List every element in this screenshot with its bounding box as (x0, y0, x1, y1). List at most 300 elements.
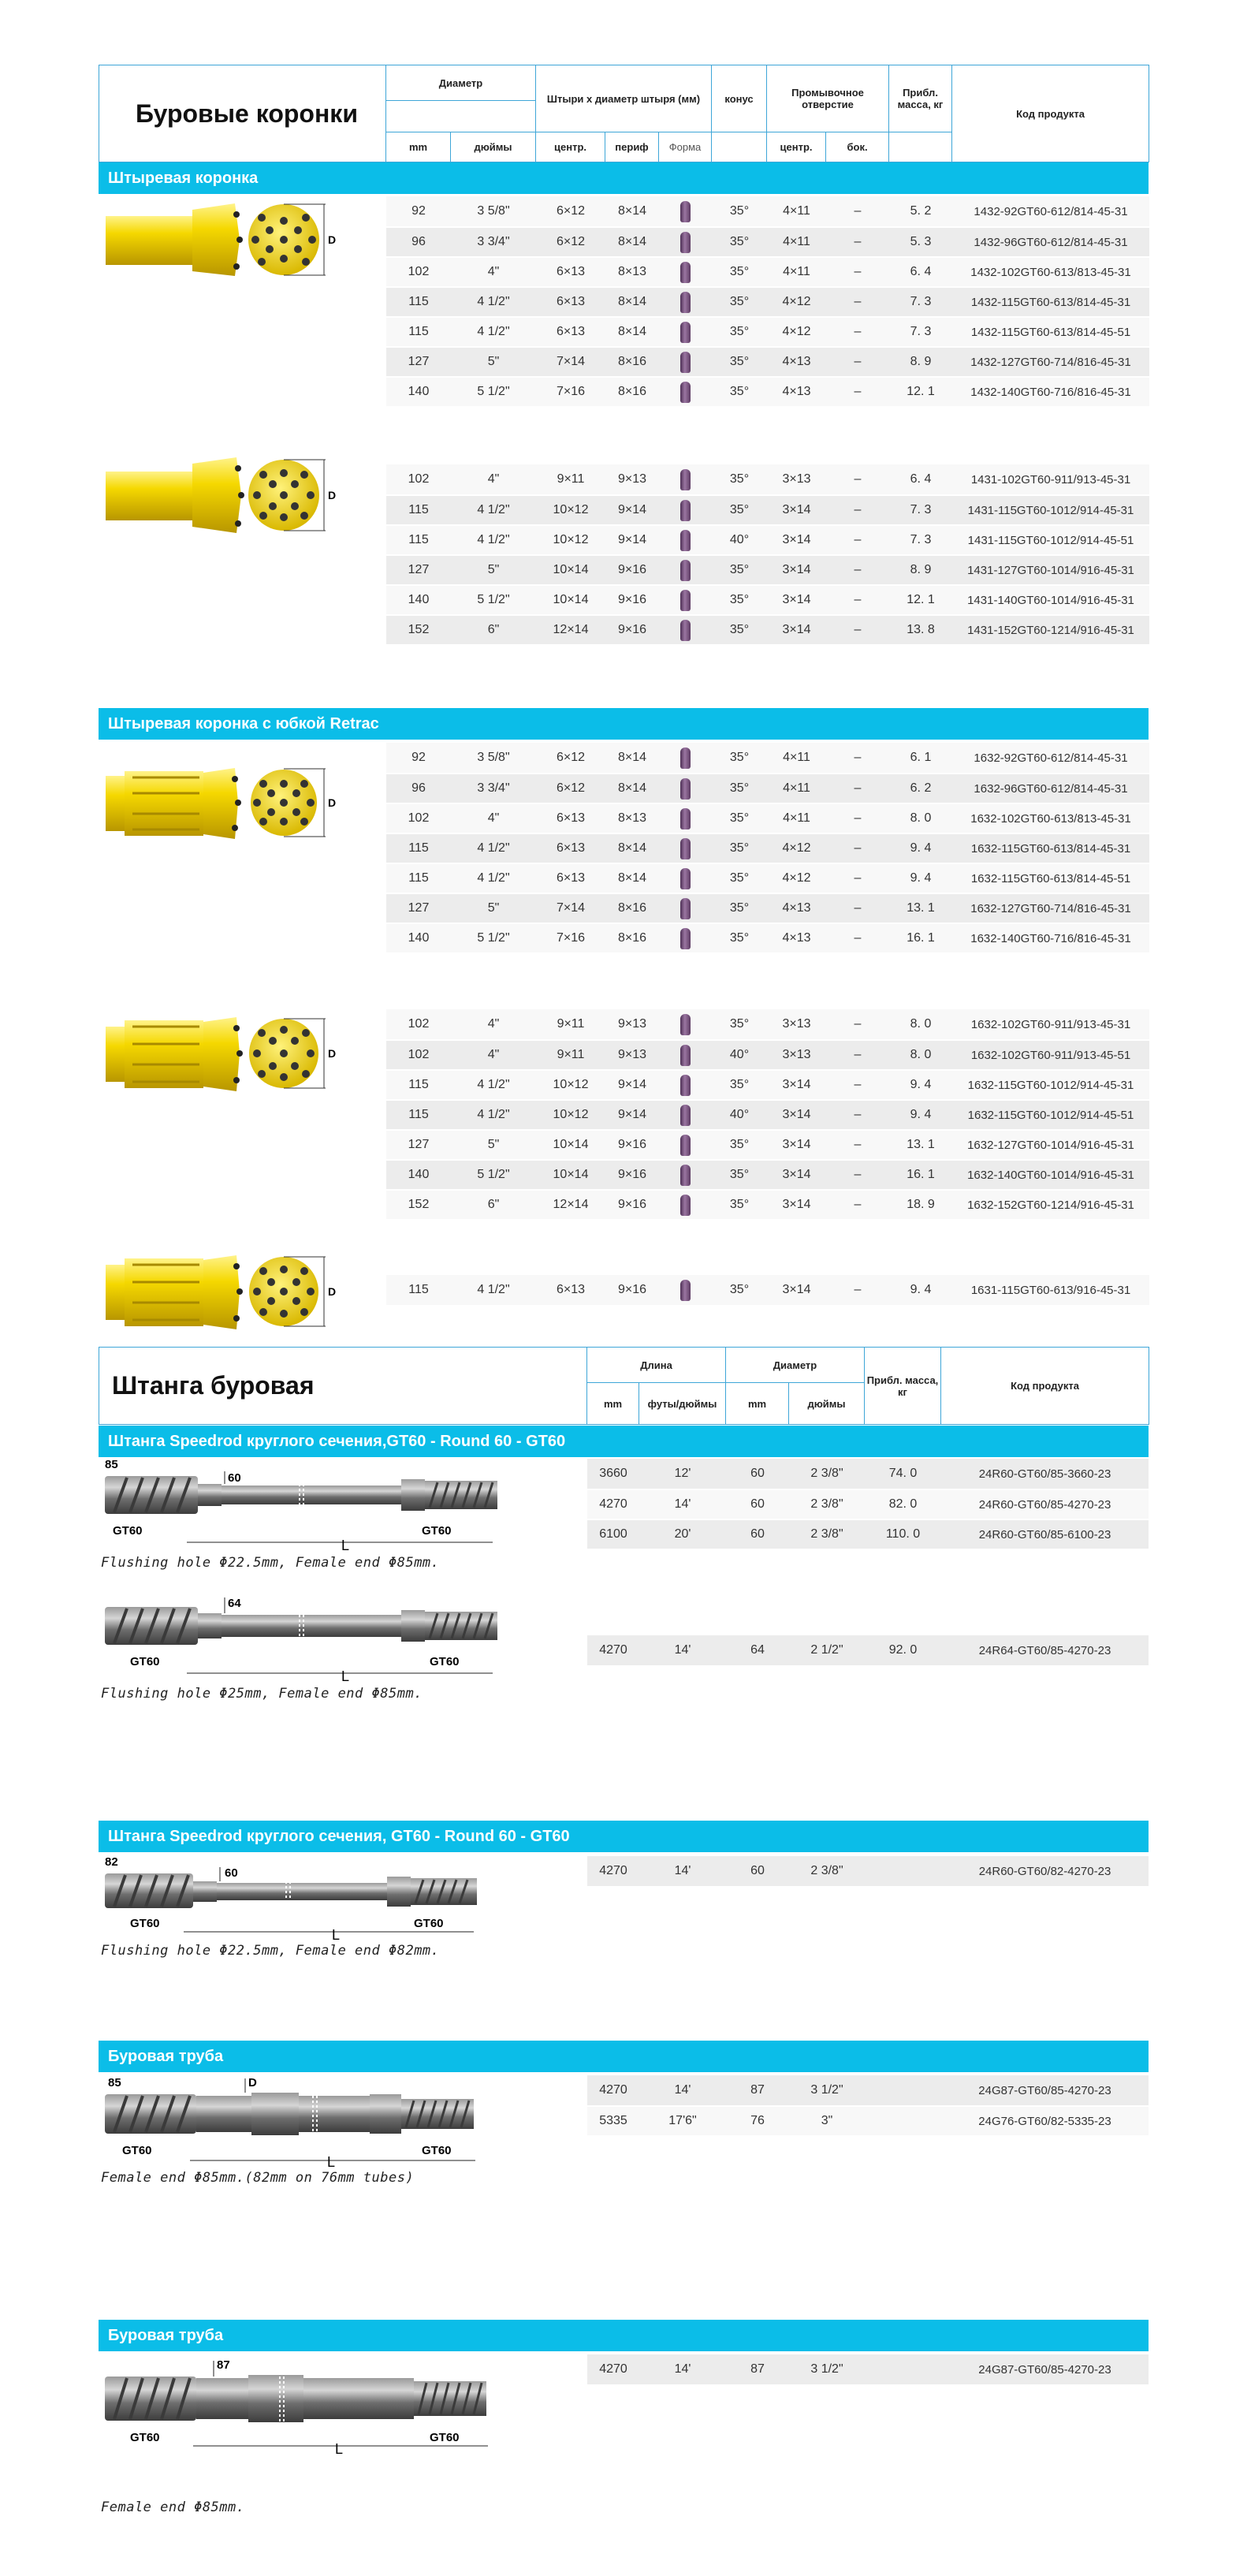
cell-cone: 35° (729, 563, 750, 576)
cell-code: 24G87-GT60/85-4270-23 (978, 2362, 1111, 2377)
cell-weight: 12. 1 (907, 385, 935, 398)
cell-center: 6×13 (556, 295, 586, 308)
gt60-label: GT60 (130, 1917, 160, 1930)
cell-code: 1632-115GT60-613/814-45-31 (970, 841, 1131, 856)
hdr-diameter: Диаметр (386, 65, 536, 101)
table-row (386, 1129, 1149, 1159)
bits-header (99, 65, 1149, 162)
cell-mm: 115 (408, 295, 429, 308)
cell-form (659, 262, 712, 283)
table-row (386, 773, 1149, 803)
tube-drawing-2 (99, 2358, 508, 2455)
cell-weight: 5. 2 (910, 204, 932, 218)
cell-center: 10×12 (553, 1108, 589, 1121)
cell-inches: 5 1/2" (477, 593, 510, 606)
button-shape-icon (680, 747, 691, 769)
cell-mm: 140 (408, 1168, 430, 1181)
cell-form (659, 1135, 712, 1156)
cell-periph: 9×16 (617, 563, 647, 576)
cell-fl-center: 4×11 (783, 265, 810, 278)
cell-form (659, 322, 712, 343)
cell-form (659, 1165, 712, 1186)
cell-code: 24R60-GT60/85-4270-23 (978, 1497, 1111, 1512)
cell-fl-center: 4×12 (782, 841, 811, 855)
tube-note-1: Female end Φ85mm.(82mm on 76mm tubes) (101, 2170, 415, 2186)
table-row (386, 286, 1149, 316)
cell-weight: 5. 3 (910, 235, 932, 248)
cell-center: 6×12 (556, 781, 586, 795)
gt60-label: GT60 (113, 1524, 143, 1538)
table-row (386, 1009, 1149, 1039)
cell-mm: 140 (408, 385, 430, 398)
cell-center: 6×12 (556, 235, 586, 248)
cell-fl-side: – (854, 751, 862, 764)
cell-center: 10×14 (553, 593, 589, 606)
table-row (386, 1099, 1149, 1129)
cell-center: 6×13 (556, 871, 586, 885)
cell-code: 1632-92GT60-612/814-45-31 (974, 751, 1128, 765)
cell-fl-side: – (854, 811, 862, 825)
cell-code: 1432-140GT60-716/816-45-31 (970, 385, 1131, 399)
cell-cone: 35° (729, 472, 750, 486)
cell-form (659, 898, 712, 919)
cell-weight: 7. 3 (910, 503, 932, 516)
tube-drawing-1 (99, 2075, 508, 2168)
cell-periph: 8×14 (617, 204, 647, 218)
cell-weight: 12. 1 (907, 593, 935, 606)
cell-fl-center: 3×14 (782, 1198, 811, 1211)
cell-inches: 4 1/2" (477, 295, 510, 308)
cell-code: 1632-152GT60-1214/916-45-31 (967, 1198, 1134, 1212)
rod-end-label: 82 (105, 1855, 118, 1869)
cell-center: 10×14 (553, 563, 589, 576)
cell-cone: 35° (729, 623, 750, 636)
cell-fl-center: 4×13 (782, 355, 811, 368)
rods-group-4 (587, 2075, 1149, 2135)
cell-inches: 5" (487, 563, 500, 576)
cell-center: 12×14 (553, 1198, 589, 1211)
rod-drawing-2 (99, 1588, 508, 1684)
cell-center: 6×13 (556, 1283, 586, 1296)
cell-form (659, 1195, 712, 1216)
cell-periph: 9×14 (617, 503, 647, 516)
cell-fl-side: – (854, 841, 862, 855)
section-tube-1: Буровая труба (99, 2041, 1149, 2072)
cell-form (659, 530, 712, 551)
button-shape-icon (680, 500, 691, 521)
cell-cone: 35° (729, 931, 750, 945)
cell-fl-side: – (854, 1017, 862, 1031)
rods-hdr-feet: футы/дюймы (639, 1383, 726, 1425)
rods-hdr-code: Код продукта (941, 1348, 1149, 1425)
d-label: D (328, 489, 337, 501)
cell-code: 1432-115GT60-613/814-45-31 (970, 295, 1131, 309)
cell-length-ft: 14' (674, 1497, 691, 1511)
cell-weight: 7. 3 (910, 295, 932, 308)
button-shape-icon (680, 292, 691, 313)
cell-periph: 9×14 (617, 533, 647, 546)
button-shape-icon (680, 808, 691, 829)
cell-length-mm: 5335 (599, 2114, 627, 2127)
hdr-cone: конус (712, 65, 767, 132)
hdr-flushing: Промывочное отверстие (767, 65, 889, 132)
rods-hdr-weight: Прибл. масса, кг (865, 1348, 941, 1425)
section-tube-2: Буровая труба (99, 2320, 1149, 2351)
cell-inches: 5" (487, 1138, 500, 1151)
cell-inches: 5" (487, 355, 500, 368)
cell-inches: 4" (487, 1017, 500, 1031)
tube-note-2: Female end Φ85mm. (101, 2500, 245, 2515)
cell-dia-in: 3" (821, 2114, 833, 2127)
cell-periph: 9×14 (617, 1078, 647, 1091)
cell-center: 9×11 (557, 1048, 585, 1061)
cell-form (659, 1075, 712, 1096)
cell-center: 7×14 (556, 901, 586, 915)
cell-code: 1632-140GT60-1014/916-45-31 (967, 1168, 1134, 1182)
cell-form (659, 382, 712, 403)
d-label: D (328, 796, 337, 809)
cell-code: 24R60-GT60/85-3660-23 (978, 1467, 1111, 1481)
table-row (386, 1039, 1149, 1069)
cell-inches: 3 3/4" (477, 781, 510, 795)
cell-inches: 6" (487, 1198, 500, 1211)
table-row (386, 863, 1149, 893)
cell-periph: 9×16 (617, 623, 647, 636)
cell-center: 6×13 (556, 811, 586, 825)
cell-code: 1632-115GT60-1012/914-45-51 (967, 1108, 1134, 1122)
table-row (386, 1189, 1149, 1219)
button-bit-drawing-2 (101, 454, 337, 537)
cell-code: 1432-96GT60-612/814-45-31 (974, 235, 1128, 249)
bits-title: Буровые коронки (99, 65, 386, 162)
cell-mm: 152 (408, 1198, 430, 1211)
cell-length-ft: 14' (674, 1864, 691, 1877)
cell-cone: 35° (729, 204, 750, 218)
cell-form (659, 747, 712, 769)
cell-center: 6×12 (556, 204, 586, 218)
cell-fl-side: – (854, 623, 862, 636)
cell-form (659, 232, 712, 253)
cell-weight: 6. 4 (910, 472, 932, 486)
cell-fl-side: – (854, 931, 862, 945)
length-label: L (341, 1668, 350, 1684)
cell-cone: 35° (729, 295, 750, 308)
cell-fl-side: – (854, 503, 862, 516)
cell-code: 1632-115GT60-613/814-45-51 (970, 871, 1131, 885)
cell-code: 1432-127GT60-714/816-45-31 (970, 355, 1131, 369)
hdr-weight-spacer (889, 132, 952, 162)
cell-inches: 5 1/2" (477, 385, 510, 398)
cell-weight: 16. 1 (907, 1168, 935, 1181)
cell-mm: 115 (408, 325, 429, 338)
cell-cone: 35° (729, 503, 750, 516)
cell-code: 1632-127GT60-714/816-45-31 (970, 901, 1131, 915)
cell-fl-side: – (854, 204, 862, 218)
cell-periph: 8×16 (617, 901, 647, 915)
cell-weight: 92. 0 (888, 1643, 918, 1657)
cell-length-ft: 14' (674, 2083, 691, 2097)
cell-form (659, 778, 712, 800)
cell-fl-center: 4×11 (783, 781, 810, 795)
cell-cone: 35° (729, 1168, 750, 1181)
cell-mm: 115 (408, 841, 429, 855)
hdr-diameter-spacer (386, 101, 536, 132)
cell-code: 1431-115GT60-1012/914-45-31 (967, 503, 1134, 517)
rods-group-2 (587, 1635, 1149, 1665)
cell-periph: 8×14 (617, 781, 647, 795)
rod-note-2: Flushing hole Φ25mm, Female end Φ85mm. (101, 1686, 423, 1702)
cell-code: 24R60-GT60/82-4270-23 (978, 1864, 1111, 1878)
table-row (386, 376, 1149, 406)
cell-periph: 9×16 (617, 593, 647, 606)
cell-fl-center: 3×14 (782, 503, 811, 516)
cell-dia-in: 2 3/8" (810, 1497, 843, 1511)
cell-length-ft: 14' (674, 1643, 691, 1657)
cell-cone: 35° (729, 355, 750, 368)
cell-cone: 35° (729, 1078, 750, 1091)
cell-length-mm: 4270 (599, 2362, 627, 2376)
cell-fl-center: 3×13 (782, 1017, 811, 1031)
table-row (386, 893, 1149, 923)
cell-cone: 35° (729, 871, 750, 885)
cell-fl-side: – (854, 1048, 862, 1061)
gt60-label: GT60 (130, 1655, 160, 1668)
button-shape-icon (680, 1165, 691, 1186)
tube-end-label: 87 (217, 2358, 230, 2372)
cell-periph: 9×16 (617, 1138, 647, 1151)
length-label: L (335, 2441, 344, 2455)
cell-weight: 8. 9 (910, 563, 932, 576)
cell-center: 6×12 (556, 751, 586, 764)
length-label: L (332, 1927, 341, 1941)
cell-center: 9×11 (557, 1017, 585, 1031)
cell-periph: 9×13 (617, 1048, 647, 1061)
cell-weight: 6. 1 (910, 751, 932, 764)
cell-center: 6×13 (556, 265, 586, 278)
cell-fl-side: – (854, 1168, 862, 1181)
rod-note-1: Flushing hole Φ22.5mm, Female end Φ85mm. (101, 1555, 440, 1571)
cell-weight: 9. 4 (910, 1078, 932, 1091)
table-row (386, 316, 1149, 346)
cell-fl-side: – (854, 901, 862, 915)
cell-code: 1631-115GT60-613/916-45-31 (970, 1283, 1131, 1297)
cell-length-ft: 14' (674, 2362, 691, 2376)
tube-end-label: 85 (108, 2076, 121, 2090)
cell-center: 10×14 (553, 1138, 589, 1151)
section-rod-round-2: Штанга Speedrod круглого сечения, GT60 - Round 60 - GT60 (99, 1821, 1149, 1852)
rods-hdr-mm: mm (587, 1383, 639, 1425)
cell-fl-center: 3×14 (782, 1108, 811, 1121)
cell-mm: 127 (408, 1138, 430, 1151)
cell-weight: 7. 3 (910, 325, 932, 338)
cell-weight: 9. 4 (910, 1283, 932, 1296)
rods-hdr-inches: дюймы (789, 1383, 865, 1425)
cell-fl-center: 3×14 (782, 623, 811, 636)
table-row (587, 1489, 1149, 1519)
cell-mm: 115 (408, 533, 429, 546)
cell-form (659, 868, 712, 889)
table-row (386, 226, 1149, 256)
rod-drawing-3 (99, 1855, 508, 1941)
cell-dia-in: 2 3/8" (810, 1467, 843, 1480)
button-shape-icon (680, 778, 691, 800)
d-label: D (328, 1285, 337, 1298)
cell-periph: 8×14 (617, 871, 647, 885)
cell-inches: 4 1/2" (477, 1283, 510, 1296)
tube-dia-label: D (248, 2076, 257, 2090)
cell-cone: 35° (729, 841, 750, 855)
button-shape-icon (680, 590, 691, 611)
cell-fl-center: 4×13 (782, 901, 811, 915)
rods-group-1 (587, 1459, 1149, 1549)
cell-weight: 8. 0 (910, 1048, 932, 1061)
button-shape-icon (680, 232, 691, 253)
cell-periph: 9×16 (617, 1283, 647, 1296)
cell-periph: 8×14 (617, 235, 647, 248)
cell-weight: 8. 0 (910, 811, 932, 825)
cell-cone: 35° (729, 265, 750, 278)
cell-cone: 35° (729, 811, 750, 825)
bits-group-4 (386, 1009, 1149, 1219)
rod-note-3: Flushing hole Φ22.5mm, Female end Φ82mm. (101, 1943, 440, 1959)
bits-group-2 (386, 464, 1149, 644)
cell-form (659, 500, 712, 521)
button-shape-icon (680, 620, 691, 641)
cell-fl-side: – (854, 1078, 862, 1091)
cell-cone: 35° (729, 385, 750, 398)
cell-form (659, 469, 712, 490)
table-row (386, 1275, 1149, 1305)
retrac-bit-drawing-3 (101, 1251, 337, 1333)
cell-mm: 96 (411, 781, 426, 795)
cell-weight: 9. 4 (910, 1108, 932, 1121)
cell-code: 1432-102GT60-613/813-45-31 (970, 265, 1131, 279)
cell-periph: 9×16 (617, 1168, 647, 1181)
cell-weight: 9. 4 (910, 871, 932, 885)
cell-mm: 92 (411, 204, 426, 218)
cell-dia-mm: 60 (750, 1864, 765, 1877)
cell-fl-center: 3×14 (782, 1283, 811, 1296)
cell-center: 6×13 (556, 841, 586, 855)
cell-inches: 5 1/2" (477, 1168, 510, 1181)
table-row (587, 1856, 1149, 1886)
cell-dia-mm: 76 (750, 2114, 765, 2127)
cell-mm: 115 (408, 1078, 429, 1091)
cell-form (659, 590, 712, 611)
table-row (386, 743, 1149, 773)
cell-weight: 74. 0 (888, 1467, 918, 1480)
d-label: D (328, 233, 337, 246)
retrac-bit-drawing-1 (101, 762, 337, 844)
cell-length-mm: 4270 (599, 1497, 627, 1511)
rods-title: Штанга буровая (99, 1348, 587, 1425)
cell-periph: 8×13 (617, 265, 647, 278)
cell-code: 1632-102GT60-911/913-45-51 (970, 1048, 1131, 1062)
d-label: D (328, 1047, 337, 1060)
cell-dia-in: 2 3/8" (810, 1527, 843, 1541)
cell-fl-center: 3×14 (782, 1138, 811, 1151)
hdr-weight: Прибл. масса, кг (889, 65, 952, 132)
cell-code: 1632-96GT60-612/814-45-31 (974, 781, 1128, 796)
table-row (386, 1069, 1149, 1099)
cell-form (659, 352, 712, 373)
rods-hdr-dmm: mm (726, 1383, 789, 1425)
cell-code: 1431-102GT60-911/913-45-31 (970, 472, 1131, 486)
table-row (587, 2075, 1149, 2105)
button-shape-icon (680, 838, 691, 859)
cell-center: 10×12 (553, 503, 589, 516)
button-shape-icon (680, 1280, 691, 1301)
hdr-buttons: Штыри x диаметр штыря (мм) (536, 65, 712, 132)
cell-weight: 9. 4 (910, 841, 932, 855)
cell-form (659, 808, 712, 829)
cell-periph: 8×14 (617, 325, 647, 338)
cell-code: 1632-140GT60-716/816-45-31 (970, 931, 1131, 945)
cell-inches: 4 1/2" (477, 1108, 510, 1121)
cell-fl-side: – (854, 325, 862, 338)
cell-inches: 4" (487, 811, 500, 825)
button-shape-icon (680, 1105, 691, 1126)
cell-fl-side: – (854, 1138, 862, 1151)
cell-mm: 152 (408, 623, 430, 636)
cell-fl-side: – (854, 533, 862, 546)
rods-group-5 (587, 2354, 1149, 2384)
cell-periph: 8×13 (617, 811, 647, 825)
length-label: L (327, 2154, 336, 2168)
cell-inches: 3 5/8" (477, 751, 510, 764)
cell-fl-center: 3×14 (782, 563, 811, 576)
cell-periph: 9×16 (617, 1198, 647, 1211)
cell-mm: 115 (408, 871, 429, 885)
cell-fl-side: – (854, 472, 862, 486)
cell-fl-side: – (854, 1198, 862, 1211)
cell-weight: 7. 3 (910, 533, 932, 546)
table-row (386, 494, 1149, 524)
cell-inches: 6" (487, 623, 500, 636)
hdr-code: Код продукта (952, 65, 1149, 162)
cell-fl-side: – (854, 593, 862, 606)
cell-code: 1431-152GT60-1214/916-45-31 (967, 623, 1134, 637)
retrac-bit-drawing-2 (101, 1012, 337, 1095)
cell-cone: 40° (729, 1108, 750, 1121)
rod-end-label: 85 (105, 1458, 118, 1471)
cell-fl-side: – (854, 355, 862, 368)
hdr-fl-side: бок. (826, 132, 889, 162)
hdr-center: центр. (536, 132, 605, 162)
cell-dia-mm: 64 (750, 1643, 765, 1657)
rods-header (99, 1347, 1149, 1425)
cell-dia-mm: 60 (750, 1497, 765, 1511)
table-row (587, 1519, 1149, 1549)
cell-weight: 8. 0 (910, 1017, 932, 1031)
button-shape-icon (680, 560, 691, 581)
cell-length-mm: 4270 (599, 2083, 627, 2097)
cell-fl-center: 3×13 (782, 472, 811, 486)
button-shape-icon (680, 530, 691, 551)
gt60-label: GT60 (422, 1524, 452, 1538)
cell-cone: 35° (729, 781, 750, 795)
cell-inches: 3 5/8" (477, 204, 510, 218)
cell-fl-side: – (854, 385, 862, 398)
gt60-label: GT60 (414, 1917, 444, 1930)
cell-fl-center: 4×12 (782, 295, 811, 308)
cell-fl-center: 3×14 (782, 1168, 811, 1181)
cell-weight: 82. 0 (888, 1497, 918, 1511)
cell-code: 1431-140GT60-1014/916-45-31 (967, 593, 1134, 607)
cell-cone: 35° (729, 235, 750, 248)
cell-code: 1432-115GT60-613/814-45-51 (970, 325, 1131, 339)
cell-periph: 8×14 (617, 295, 647, 308)
